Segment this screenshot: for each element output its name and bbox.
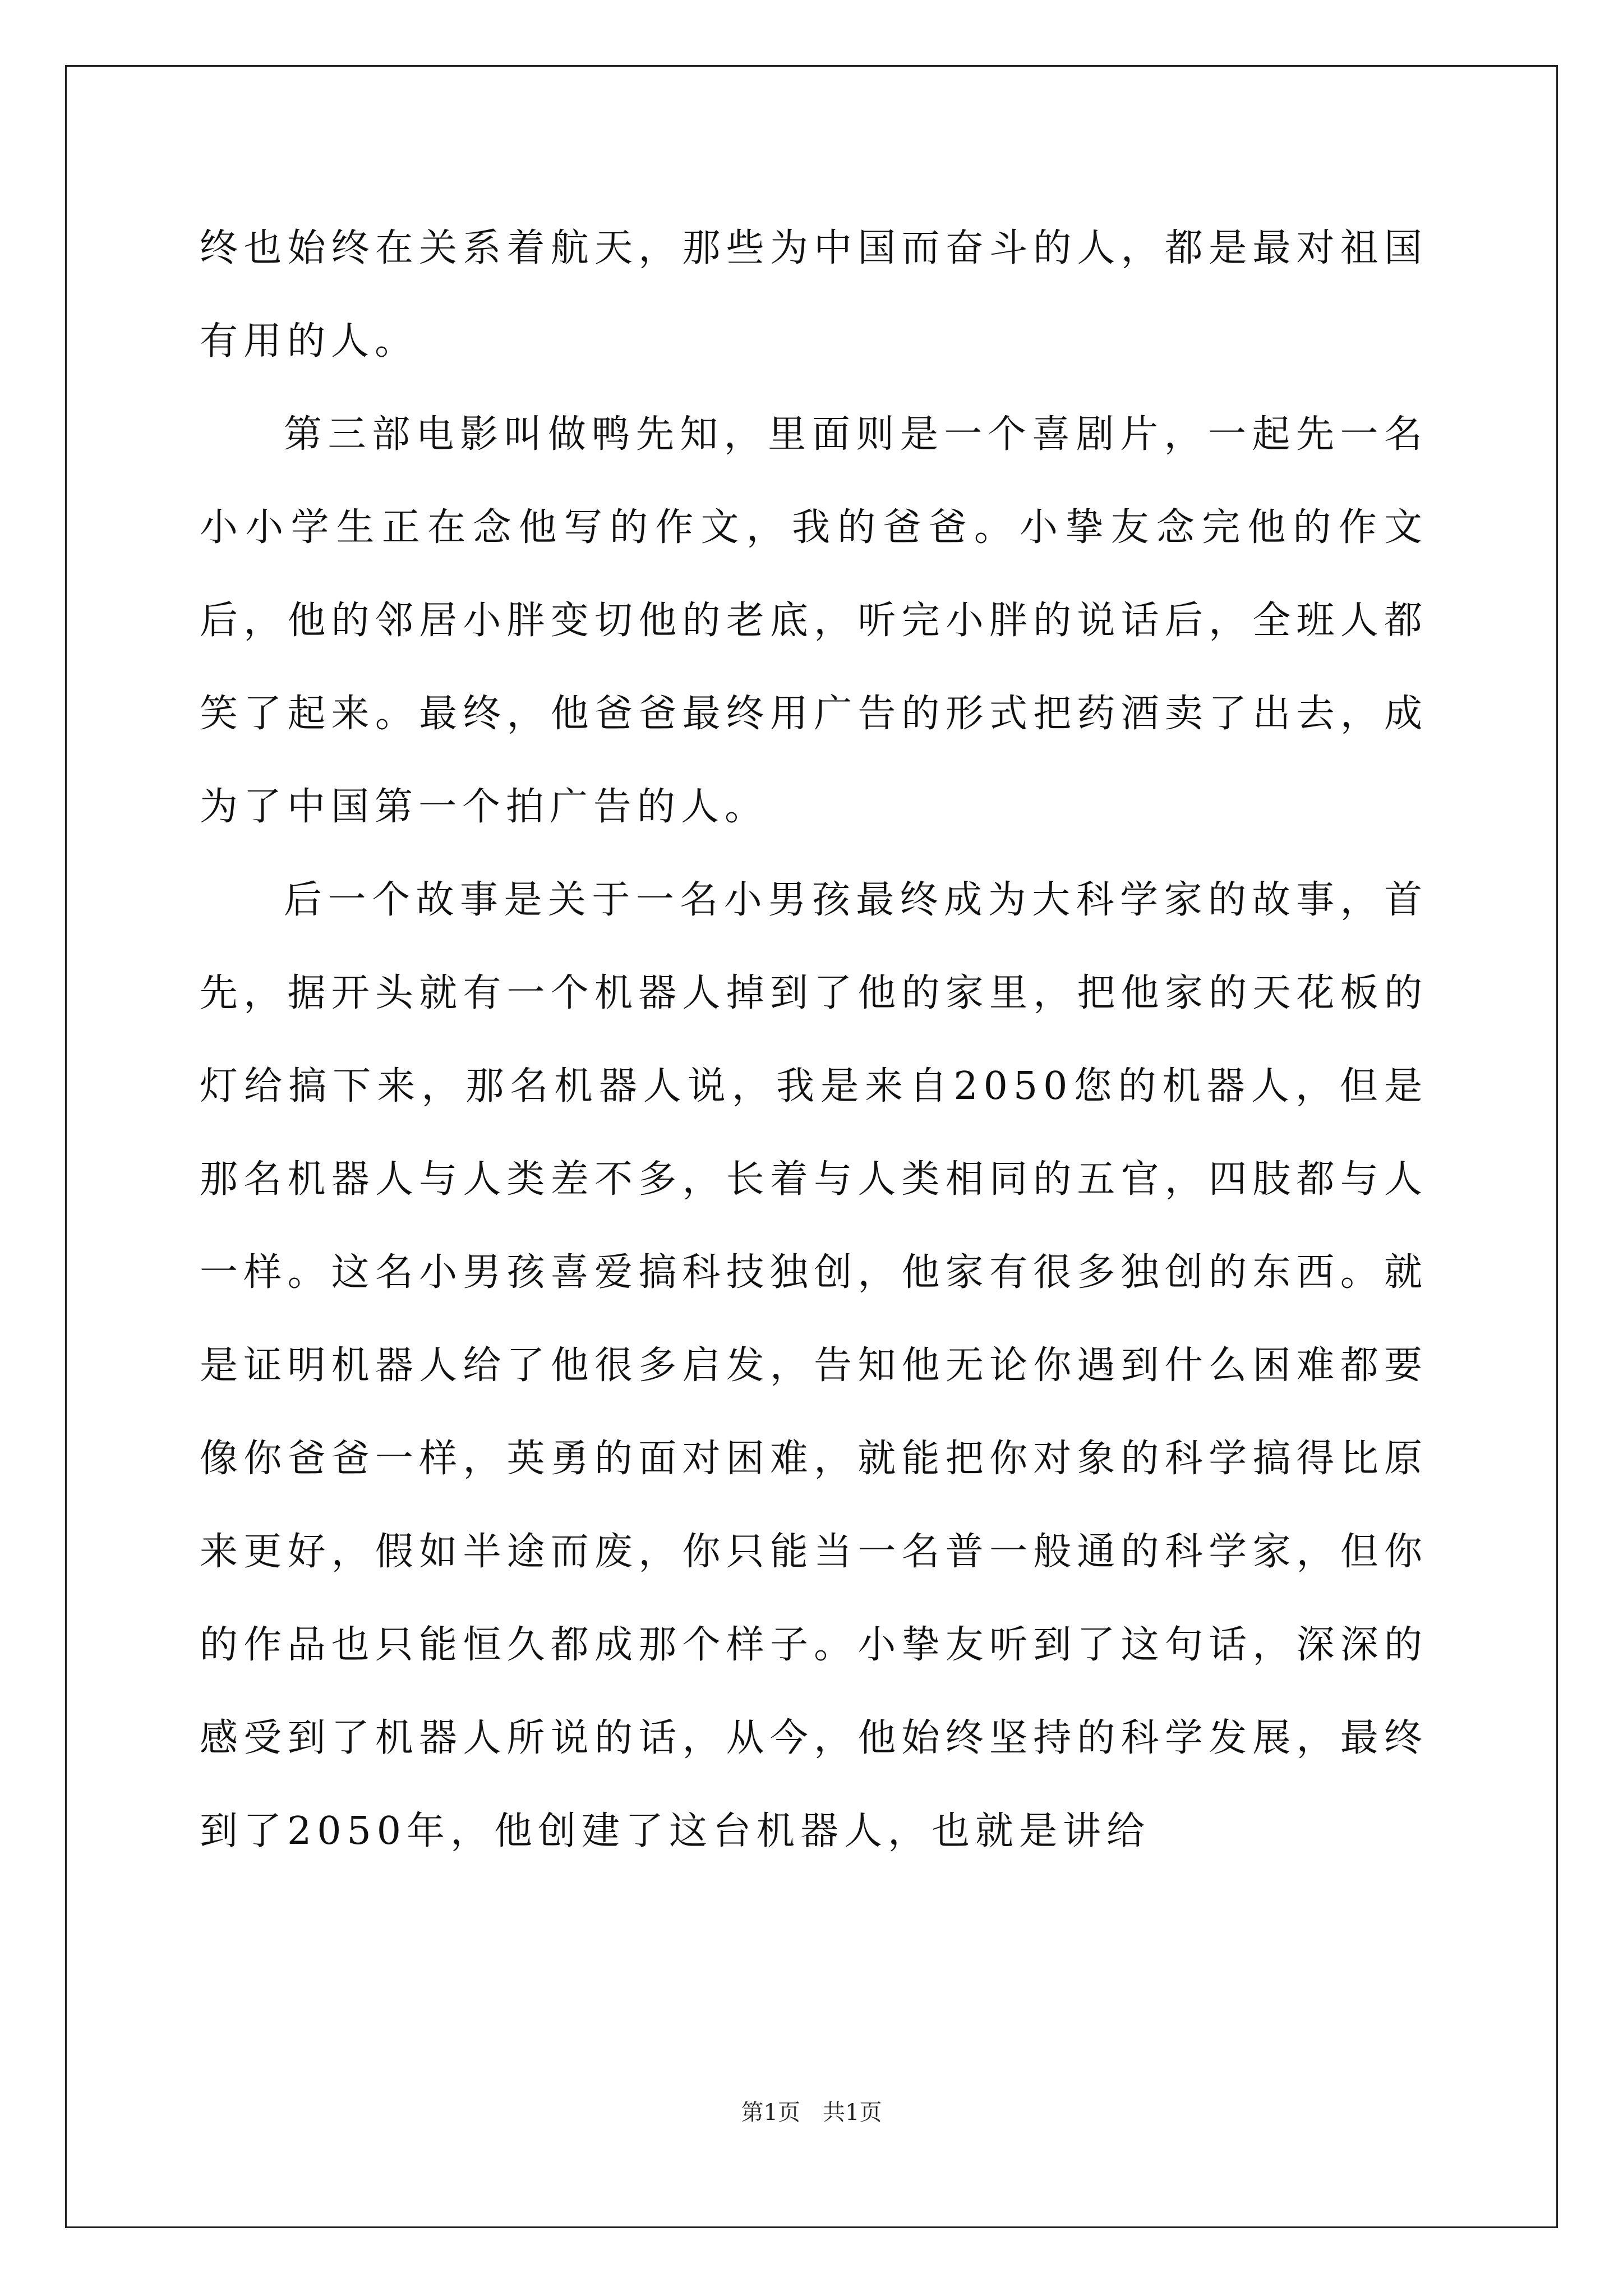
paragraph-2: 第三部电影叫做鸭先知，里面则是一个喜剧片，一起先一名小小学生正在念他写的作文，我的爸爸。小挚友念完他的作文后，他的邻居小胖变切他的老底，听完小胖的说话后，全班人都笑了起来。最终，他爸爸最终用广告的形式把药酒卖了出去，成为了中国第一个拍广告的人。 [200, 412, 1428, 829]
page-number: 第1页 [741, 2100, 800, 2125]
document-body [200, 202, 1428, 1878]
paragraph-1: 终也始终在关系着航天，那些为中国而奋斗的人，都是最对祖国有用的人。 [200, 226, 1428, 364]
paragraph-3: 后一个故事是关于一名小男孩最终成为大科学家的故事，首先，据开头就有一个机器人掉到了他的家里，把他家的天花板的灯给搞下来，那名机器人说，我是来自2050您的机器人，但是那名机器人与人类差不多，长着与人类相同的五官，四肢都与人一样。这名小男孩喜爱搞科技独创，他家有很多独创的东西。就是证明机器人给了他很多启发，告知他无论你遇到什么困难都要像你爸爸一样，英勇的面对困难，就能把你对象的科学搞得比原来更好，假如半途而废，你只能当一名普一般通的科学家，但你的作品也只能恒久都成那个样子。小挚友听到了这句话，深深的感受到了机器人所说的话，从今，他始终坚持的科学发展，最终到了2050年，他创建了这台机器人，也就是讲给 [200, 878, 1428, 1853]
page-total: 共1页 [823, 2100, 882, 2125]
page-footer [0, 2096, 1623, 2129]
